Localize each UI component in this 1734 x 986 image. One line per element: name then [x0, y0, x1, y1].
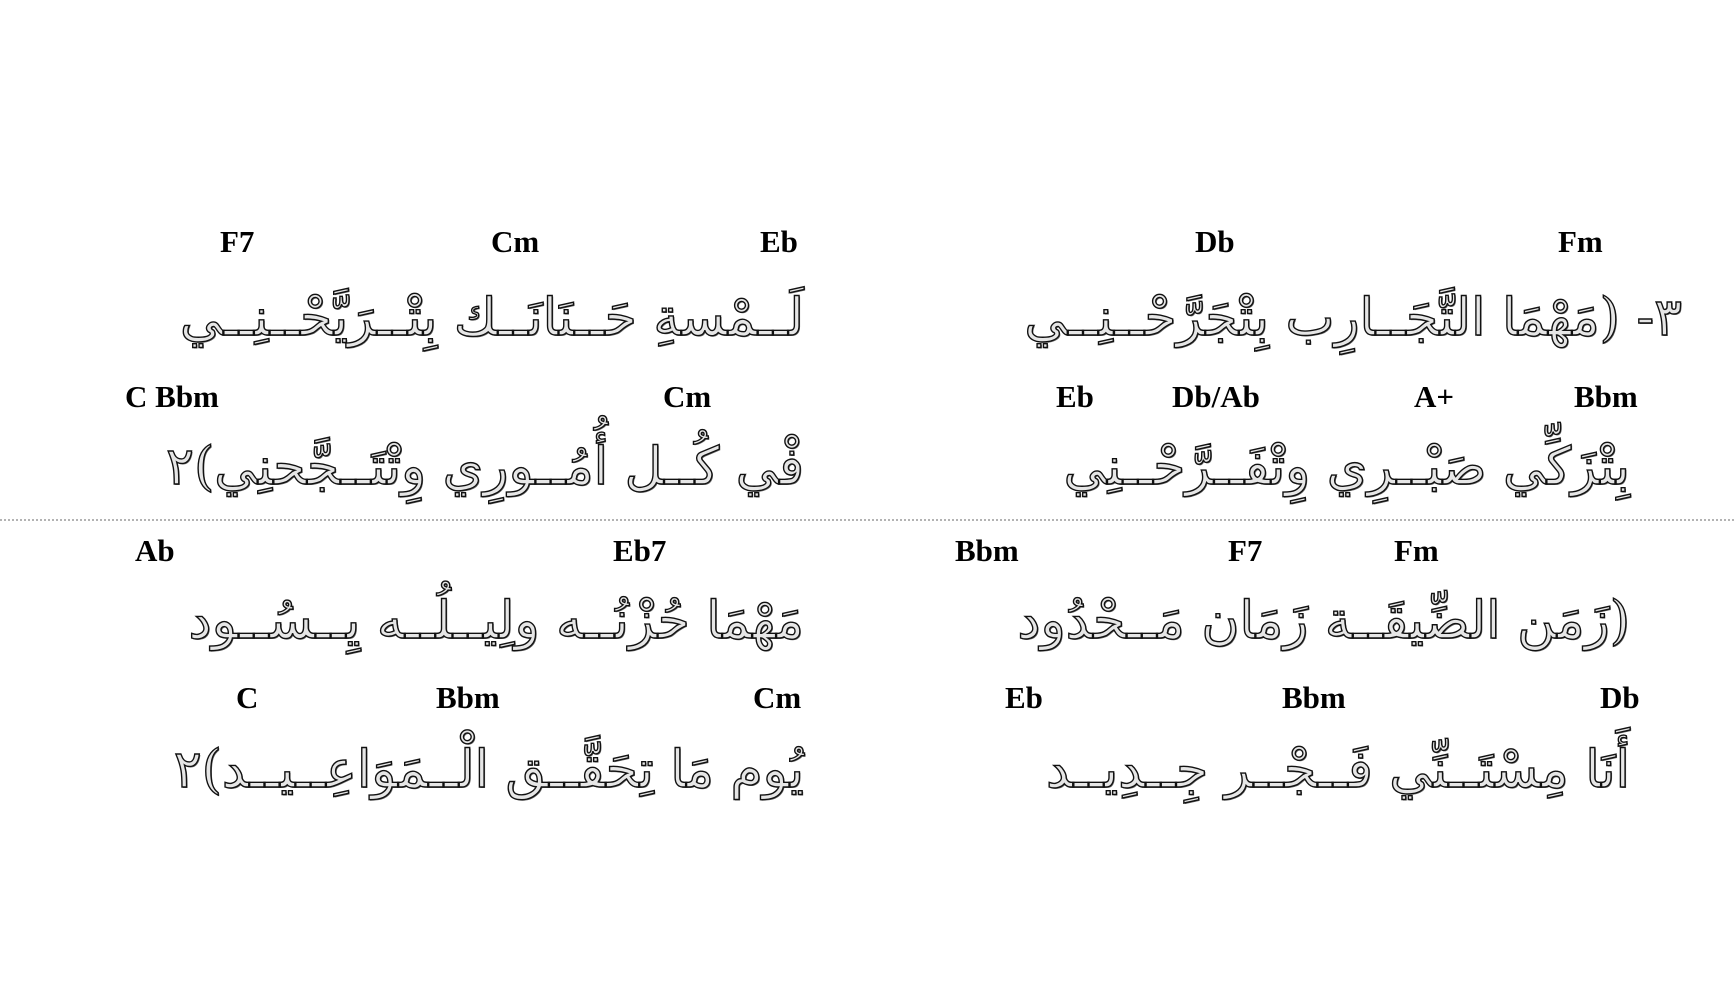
chord: Bbm — [436, 680, 500, 715]
lyric-line: ٣- (مَهْمَا التَّجَــارِب بِتْجَرَّحْــنِــي — [1024, 288, 1682, 348]
chord: Bbm — [1282, 680, 1346, 715]
chord: Eb7 — [613, 533, 667, 568]
chord: Fm — [1394, 533, 1439, 568]
chord: A+ — [1414, 379, 1455, 414]
chord: Cm — [491, 224, 540, 259]
chord: Db — [1195, 224, 1235, 259]
chord: Eb — [1056, 379, 1094, 414]
lyric-line: يُوم مَا تِحَقَّــق الْــمَوَاعِــيــد)٢ — [173, 740, 804, 800]
lyric-line: (زَمَن الضِّيقَــة زَمَان مَــحْدُود — [1017, 591, 1630, 651]
chord: F7 — [1228, 533, 1263, 568]
dotted-divider — [0, 519, 1734, 521]
chord: Cm — [663, 379, 712, 414]
chord: C Bbm — [125, 379, 219, 414]
chord: Ab — [135, 533, 175, 568]
chord: Eb — [760, 224, 798, 259]
chord: F7 — [220, 224, 255, 259]
lyric-line: لَــمْسةِ حَــنَانَــك بِتْــرَيَّحْــنِــي — [180, 288, 804, 348]
chord: Bbm — [955, 533, 1019, 568]
lyric-line: أَنَا مِسْتَــنِّي فَــجْــر جِــدِيــد — [1046, 740, 1630, 800]
chord: Fm — [1558, 224, 1603, 259]
chord: Db/Ab — [1172, 379, 1260, 414]
chord: Eb — [1005, 680, 1043, 715]
lyric-line: فْي كُــل أُمُــورِي وِتْتَــجَّحنِي)٢ — [166, 437, 804, 497]
chord: Bbm — [1574, 379, 1638, 414]
chord: Db — [1600, 680, 1640, 715]
lyric-line: بِتْزَكِّي صَبْــرِي وِتْفَــرَّحْــنِي — [1063, 437, 1630, 497]
chord: C — [236, 680, 259, 715]
lyric-line: مَهْمَا حُزْنُــه ولِيــلُــه يِــسُــود — [188, 591, 804, 651]
chord: Cm — [753, 680, 802, 715]
